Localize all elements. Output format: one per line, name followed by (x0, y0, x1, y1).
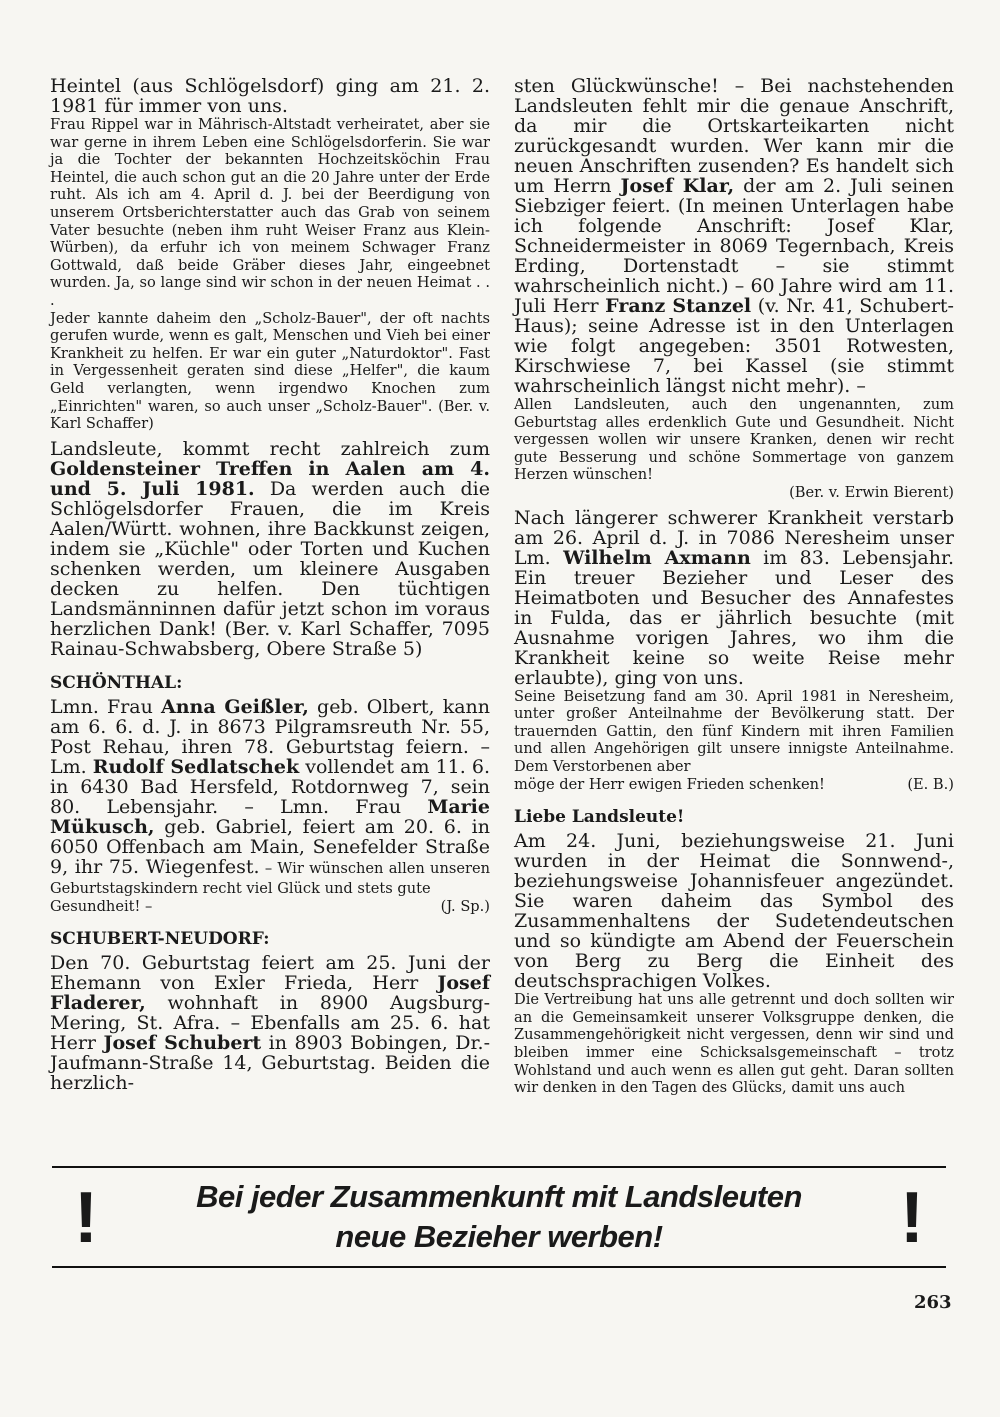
section-heading: SCHUBERT-NEUDORF: (50, 929, 270, 950)
text: wohnhaft in 8900 Augsburg-Mering, St. Afra. – Ebenfalls am 25. 6. hat Herr (50, 992, 490, 1055)
paragraph (50, 953, 490, 1093)
slogan-banner (52, 1166, 946, 1268)
bold-text: Franz Stanzel (605, 295, 752, 317)
text: Lmn. Frau (50, 695, 161, 718)
author-credit: (J. Sp.) (440, 897, 490, 915)
slogan-line: neue Bezieher werben! (335, 1219, 663, 1254)
text: Nach längerer schwerer Krankheit verstarb am 26. April d. J. in 7086 Neresheim unser Lm. (514, 506, 954, 569)
text: der am 2. Juli seinen Siebziger feiert. (In meinen Unterlagen habe ich folgende Anschrift: Josef Klar, Schneidermeister in 8069 Tegernbach, Kreis Erding, Dortenstadt – sie stimmt wahrscheinlich nicht.) – 60 Jahre wird am 11. Juli Herr (514, 175, 954, 317)
paragraph (514, 508, 954, 688)
text: möge der Herr ewigen Frieden schenken! (514, 775, 825, 793)
bold-text: Wilhelm Axmann (563, 546, 751, 569)
author-credit: (E. B.) (907, 775, 954, 793)
paragraph: Die Vertreibung hat uns alle getrennt und doch sollten wir an die Gemeinsamkeit unserer Volksgruppe denken, die Zusammengehörigkeit nicht vergessen, denn wir sind und bleiben immer eine Schicksalsgemeinschaft – trotz Wohlstand und auch wenn es allen gut geht. Daran sollten wir denken in den Tagen des Glücks, damit uns auch (514, 991, 954, 1097)
bold-text: Marie Mükusch, (50, 795, 490, 838)
paragraph (514, 76, 954, 396)
author-credit: (Ber. v. Erwin Bierent) (789, 483, 954, 501)
exclamation-mark-left: ! (74, 1178, 98, 1258)
exclamation-mark-right: ! (900, 1178, 924, 1258)
page-number: 263 (914, 1292, 952, 1313)
text: Gesundheit! – (50, 897, 153, 915)
bold-text: Goldensteiner Treffen in Aalen am 4. und 5. Juli 1981. (50, 457, 490, 500)
bold-text: Rudolf Sedlatschek (92, 755, 300, 778)
bold-text: Josef Fladerer, (50, 972, 490, 1015)
paragraph (50, 439, 490, 659)
paragraph: Am 24. Juni, beziehungsweise 21. Juni wurden in der Heimat die Sonnwend-, beziehungsweise Johannisfeuer angezündet. Sie waren daheim das Symbol des Zusammenhaltens der Sudetendeutschen und so kündigte am Abend der Feuerschein von Berg zu Berg die Einheit des deutschsprachigen Volkes. (514, 830, 954, 993)
text: – Wir wünschen allen unseren Geburtstagskindern recht viel Glück und stets gute (50, 859, 490, 898)
slogan-text (196, 1177, 802, 1257)
section-heading: SCHÖNTHAL: (50, 672, 183, 693)
bold-text: Josef Klar, (620, 175, 735, 197)
paragraph: Seine Beisetzung fand am 30. April 1981 in Neresheim, unter großer Anteilnahme der Bevölkerung statt. Der trauernden Gattin, den fünf Kindern mit ihren Familien und allen Angehörigen gilt unsere innigste Anteilnahme. Dem Verstorbenen aber (514, 687, 954, 775)
slogan-line: Bei jeder Zusammenkunft mit Landsleuten (196, 1179, 802, 1214)
text: geb. Olbert, kann am 6. 6. d. J. in 8673 Pilgramsreuth Nr. 55, Post Rehau, ihren 78. Geburtstag feiern. – Lm. (50, 695, 491, 778)
paragraph: Heintel (aus Schlögelsdorf) ging am 21. 2. 1981 für immer von uns. (50, 75, 490, 117)
paragraph: Allen Landsleuten, auch den ungenannten, zum Geburtstag alles erdenklich Gute und Gesundheit. Nicht vergessen wollen wir unsere Kranken, denen wir recht gute Besserung und schöne Sommertage von ganzem Herzen wünschen! (514, 396, 954, 484)
signature-row (50, 898, 490, 916)
signature-row (514, 776, 954, 794)
text: im 83. Lebensjahr. Ein treuer Bezieher und Leser des Heimatboten und Besucher des Annafestes in Fulda, das er jährlich besuchte (mit Ausnahme vorigen Jahres, wo ihm die Krankheit keine so weite Reise mehr erlaubte), ging von uns. (514, 546, 954, 689)
text: in 8903 Bobingen, Dr.-Jaufmann-Straße 14, Geburtstag. Beiden die herzlich- (50, 1032, 490, 1095)
text: geb. Gabriel, feiert am 20. 6. in 6050 Offenbach am Main, Senefelder Straße 9, ihr 75. Wiegenfest. (50, 815, 490, 878)
paragraph: Frau Rippel war in Mährisch-Altstadt verheiratet, aber sie war gerne in ihrem Leben eine Schlögelsdorferin. Sie war ja die Tochter der bekannten Hochzeitsköchin Frau Heintel, die auch schon gut an die 20 Jahre unter der Erde ruht. Als ich am 4. April d. J. bei der Beerdigung von unserem Ortsberichterstatter auch das Grab von seinem Vater besuchte (neben ihm ruht Weiser Franz aus Klein-Würben), da erfuhr ich von meinem Schwager Franz Gottwald, daß beide Gräber dieses Jahr, eingeebnet wurden. Ja, so lange sind wir schon in der neuen Heimat . . . (50, 116, 490, 309)
right-column (514, 76, 954, 1097)
section-heading: Liebe Landsleute! (514, 807, 685, 828)
bold-text: Josef Schubert (103, 1032, 262, 1055)
text: (v. Nr. 41, Schubert-Haus); seine Adresse ist in den Unterlagen wie folgt angegeben: 3501 Rotwesten, Kirschwiese 7, bei Kassel (sie stimmt wahrscheinlich längst nicht mehr). – (514, 295, 954, 397)
text: sten Glückwünsche! – Bei nachstehenden Landsleuten fehlt mir die genaue Anschrift, da mir die Ortskarteikarten nicht zurückgesandt wurden. Wer kann mir die neuen Anschriften zusenden? Es handelt sich um Herrn (514, 75, 954, 197)
text: vollendet am 11. 6. in 6430 Bad Hersfeld, Rotdornweg 7, sein 80. Lebensjahr. – Lmn. Frau (50, 755, 490, 818)
text: Den 70. Geburtstag feiert am 25. Juni der Ehemann von Exler Frieda, Herr (50, 952, 490, 995)
paragraph: Jeder kannte daheim den „Scholz-Bauer", der oft nachts gerufen wurde, wenn es galt, Menschen und Vieh bei einer Krankheit zu helfen. Er war ein guter „Naturdoktor". Fast in Vergessenheit geraten sind diese „Helfer", die kaum Geld verlangten, wenn irgendwo Knochen zum „Einrichten" waren, so auch unser „Scholz-Bauer". (Ber. v. Karl Schaffer) (50, 309, 490, 433)
paragraph (50, 697, 490, 898)
left-column (50, 76, 490, 1093)
text: Da werden auch die Schlögelsdorfer Frauen, die im Kreis Aalen/Württ. wohnen, ihre Backkunst zeigen, indem sie „Küchle" oder Torten und Kuchen schenken werden, um kleinere Ausgaben decken zu helfen. Den tüchtigen Landsmänninnen dafür jetzt schon im voraus herzlichen Dank! (Ber. v. Karl Schaffer, 7095 Rainau-Schwabsberg, Obere Straße 5) (50, 477, 490, 660)
text: Landsleute, kommt recht zahlreich zum (50, 437, 490, 460)
bold-text: Anna Geißler, (161, 695, 309, 718)
